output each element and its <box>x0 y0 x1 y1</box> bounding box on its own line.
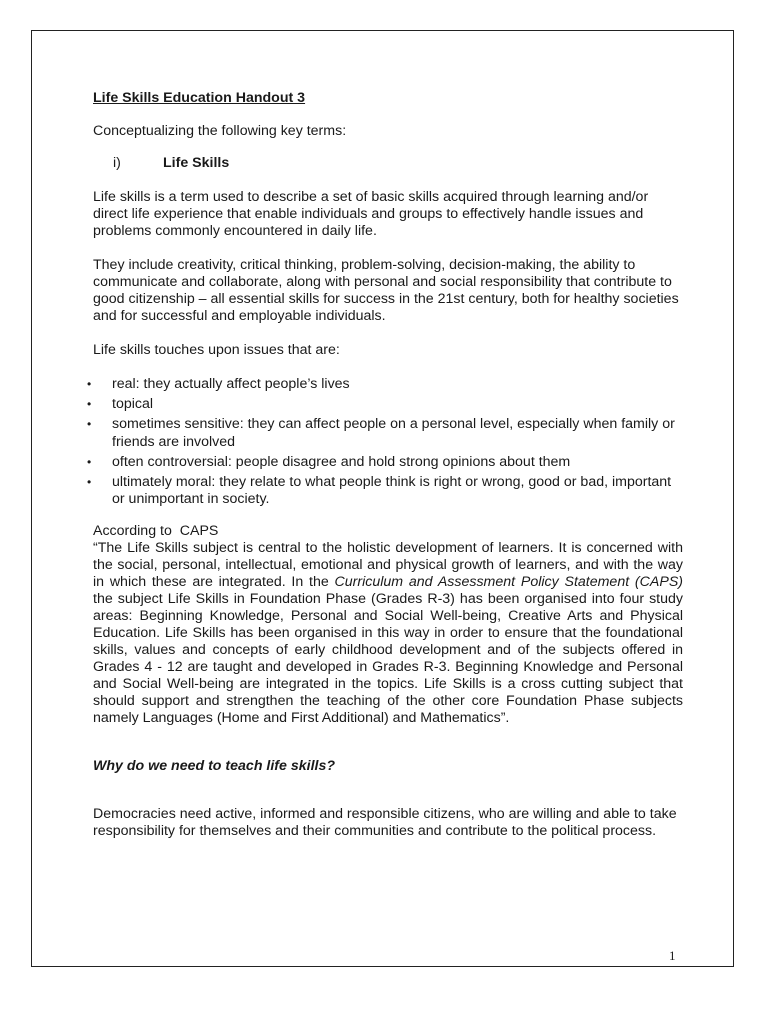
bullet-icon: • <box>87 454 92 469</box>
paragraph-democracies: Democracies need active, informed and responsible citizens, who are willing and able to take responsibility for themselves and their communities and contribute to the political process. <box>93 805 677 839</box>
list-item-text: often controversial: people disagree and hold strong opinions about them <box>112 453 571 470</box>
section-number: i) <box>113 155 121 171</box>
bullet-icon: • <box>87 377 92 391</box>
list-item-text: sometimes sensitive: they can affect people on a personal level, especially when family or friends are involved <box>112 416 675 450</box>
document-title: Life Skills Education Handout 3 <box>93 90 306 106</box>
paragraph-definition: Life skills is a term used to describe a set of basic skills acquired through learning and/or direct life experience that enable individuals and groups to effectively handle issues and problems commonly encountered in daily life. <box>93 189 649 239</box>
list-item <box>87 396 683 414</box>
paragraph-includes: They include creativity, critical thinking, problem-solving, decision-making, the ability to communicate and collaborate, along with personal and social responsibility that contribute to good citizenship – all essential skills for success in the 21st century, both for healthy societies and for successful and employable individuals. <box>93 257 679 324</box>
list-item <box>87 416 683 451</box>
page-number: 1 <box>669 948 676 963</box>
issues-list <box>87 376 683 509</box>
bullet-icon: • <box>87 417 92 432</box>
list-item-text: real: they actually affect people’s lives <box>112 376 350 392</box>
list-item-text: ultimately moral: they relate to what people think is right or wrong, good or bad, important or unimportant in society. <box>112 473 672 508</box>
bullet-icon: • <box>87 474 92 489</box>
section-term: Life Skills <box>163 155 230 171</box>
why-heading: Why do we need to teach life skills? <box>93 757 336 774</box>
bullet-icon: • <box>87 397 92 412</box>
caps-quote <box>93 540 683 727</box>
list-item-text: topical <box>112 396 154 413</box>
caps-label: According to CAPS <box>93 522 219 539</box>
caps-quote-italic: Curriculum and Assessment Policy Statement (CAPS) <box>334 573 684 590</box>
caps-section <box>93 523 683 727</box>
list-item <box>87 376 683 394</box>
intro-text: Conceptualizing the following key terms: <box>93 123 347 139</box>
list-item <box>87 453 683 472</box>
paragraph-issues-intro: Life skills touches upon issues that are: <box>93 342 340 358</box>
caps-quote-part1: “The Life Skills subject is central to the holistic development of learners. It is concerned with the social, personal, intellectual, emotional and physical growth of learners, and with the way in which these are integrated. In the <box>93 539 683 590</box>
list-item <box>87 473 683 509</box>
document-body <box>87 90 684 840</box>
caps-quote-part2: the subject Life Skills in Foundation Phase (Grades R-3) has been organised into four study areas: Beginning Knowledge, Personal and Social Well-being, Creative Arts and Physical Education. Life Skills has been organised in this way in order to ensure that the foundational skills, values and concepts of early childhood development and of the subjects offered in Grades 4 - 12 are taught and developed in Grades R-3. Beginning Knowledge and Personal and Social Well-being are integrated in the topics. Life Skills is a cross cutting subject that should support and strengthen the teaching of the other core Foundation Phase subjects namely Languages (Home and First Additional) and Mathematics”. <box>93 590 683 726</box>
section-heading <box>93 155 683 171</box>
